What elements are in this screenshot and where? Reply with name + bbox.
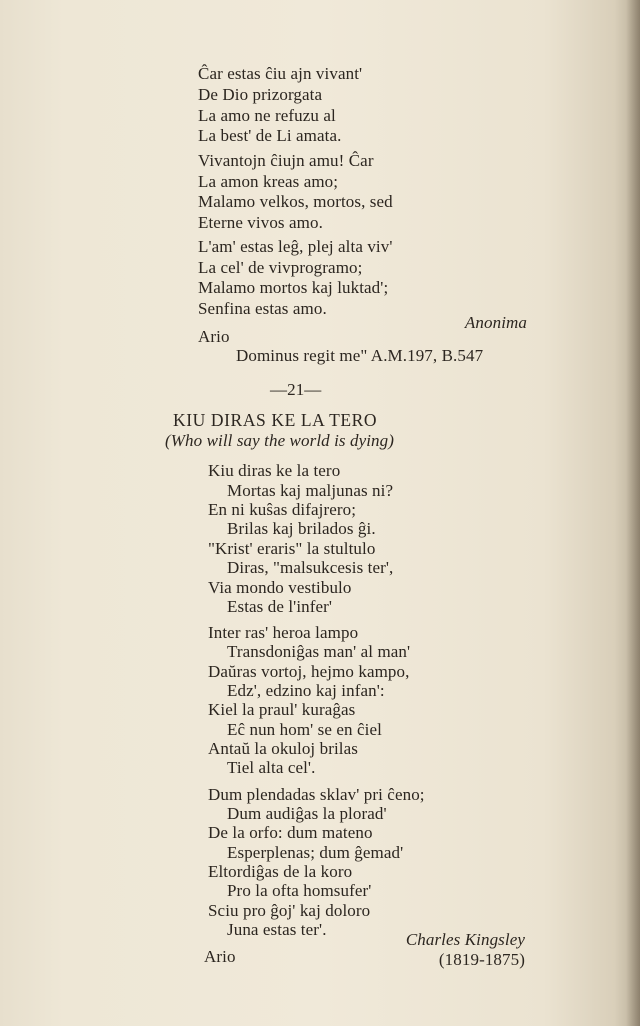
poem1-line: Senfina estas amo. (198, 299, 327, 318)
poem1-author: Anonima (464, 313, 527, 332)
poem2-line: Via mondo vestibulo (208, 578, 352, 597)
poem2-line: Juna estas ter'. (227, 920, 327, 939)
poem-title: KIU DIRAS KE LA TERO (173, 410, 378, 430)
poem1-line: Vivantojn ĉiujn amu! Ĉar (198, 151, 374, 170)
poem2-line: Transdoniĝas man' al man' (227, 642, 411, 661)
poem2-line: En ni kuŝas difajrero; (208, 500, 357, 519)
poem2-line: Estas de l'infer' (227, 597, 333, 616)
poem2-line: Kiu diras ke la tero (208, 461, 341, 480)
poem2-line: Inter ras' heroa lampo (208, 623, 359, 642)
poem-subtitle: (Who will say the world is dying) (165, 431, 395, 450)
poem2-line: Edz', edzino kaj infan': (227, 681, 385, 700)
poem1-line: Malamo mortos kaj luktad'; (198, 278, 389, 297)
poem2-line: "Krist' eraris" la stultulo (208, 539, 376, 558)
poem2-line: Eltordiĝas de la koro (208, 862, 353, 881)
poem2-line: Sciu pro ĝoj' kaj doloro (208, 901, 371, 920)
poem1-line: De Dio prizorgata (198, 85, 323, 104)
poem1-line: La cel' de vivprogramo; (198, 258, 363, 277)
poem-number: —21— (270, 380, 322, 399)
poem2-line: Mortas kaj maljunas ni? (227, 481, 394, 500)
poem2-line: Dum audiĝas la plorad' (227, 804, 387, 823)
poem2-dates: (1819-1875) (438, 950, 525, 969)
poem2-line: Esperplenas; dum ĝemad' (227, 843, 404, 862)
poem1-line: Ĉar estas ĉiu ajn vivant' (198, 64, 363, 83)
poem2-line: Kiel la praul' kuraĝas (208, 700, 356, 719)
page-spine-shadow (626, 0, 640, 1026)
poem2-line: Diras, "malsukcesis ter', (227, 558, 394, 577)
poem1-line: L'am' estas leĝ, plej alta viv' (198, 237, 393, 256)
poem1-line: La best' de Li amata. (198, 126, 342, 145)
poem2-line: De la orfo: dum mateno (208, 823, 373, 842)
poem2-line: Tiel alta cel'. (227, 758, 316, 777)
poem2-line: Daŭras vortoj, hejmo kampo, (208, 662, 410, 681)
poem1-line: La amon kreas amo; (198, 172, 339, 191)
poem1-line: Malamo velkos, mortos, sed (198, 192, 393, 211)
poem2-line: Pro la ofta homsufer' (227, 881, 372, 900)
poem2-translator: Ario (204, 947, 236, 966)
poem1-translator: Ario (198, 327, 230, 346)
poem1-line: Eterne vivos amo. (198, 213, 323, 232)
poem2-line: Dum plendadas sklav' pri ĉeno; (208, 785, 425, 804)
poem2-line: Antaŭ la okuloj brilas (208, 739, 358, 758)
poem2-author: Charles Kingsley (405, 930, 525, 949)
poem1-source: Dominus regit me" A.M.197, B.547 (236, 346, 484, 365)
poem2-line: Eĉ nun hom' se en ĉiel (227, 720, 382, 739)
poem2-line: Brilas kaj brilados ĝi. (227, 519, 376, 538)
poem1-line: La amo ne refuzu al (198, 106, 336, 125)
